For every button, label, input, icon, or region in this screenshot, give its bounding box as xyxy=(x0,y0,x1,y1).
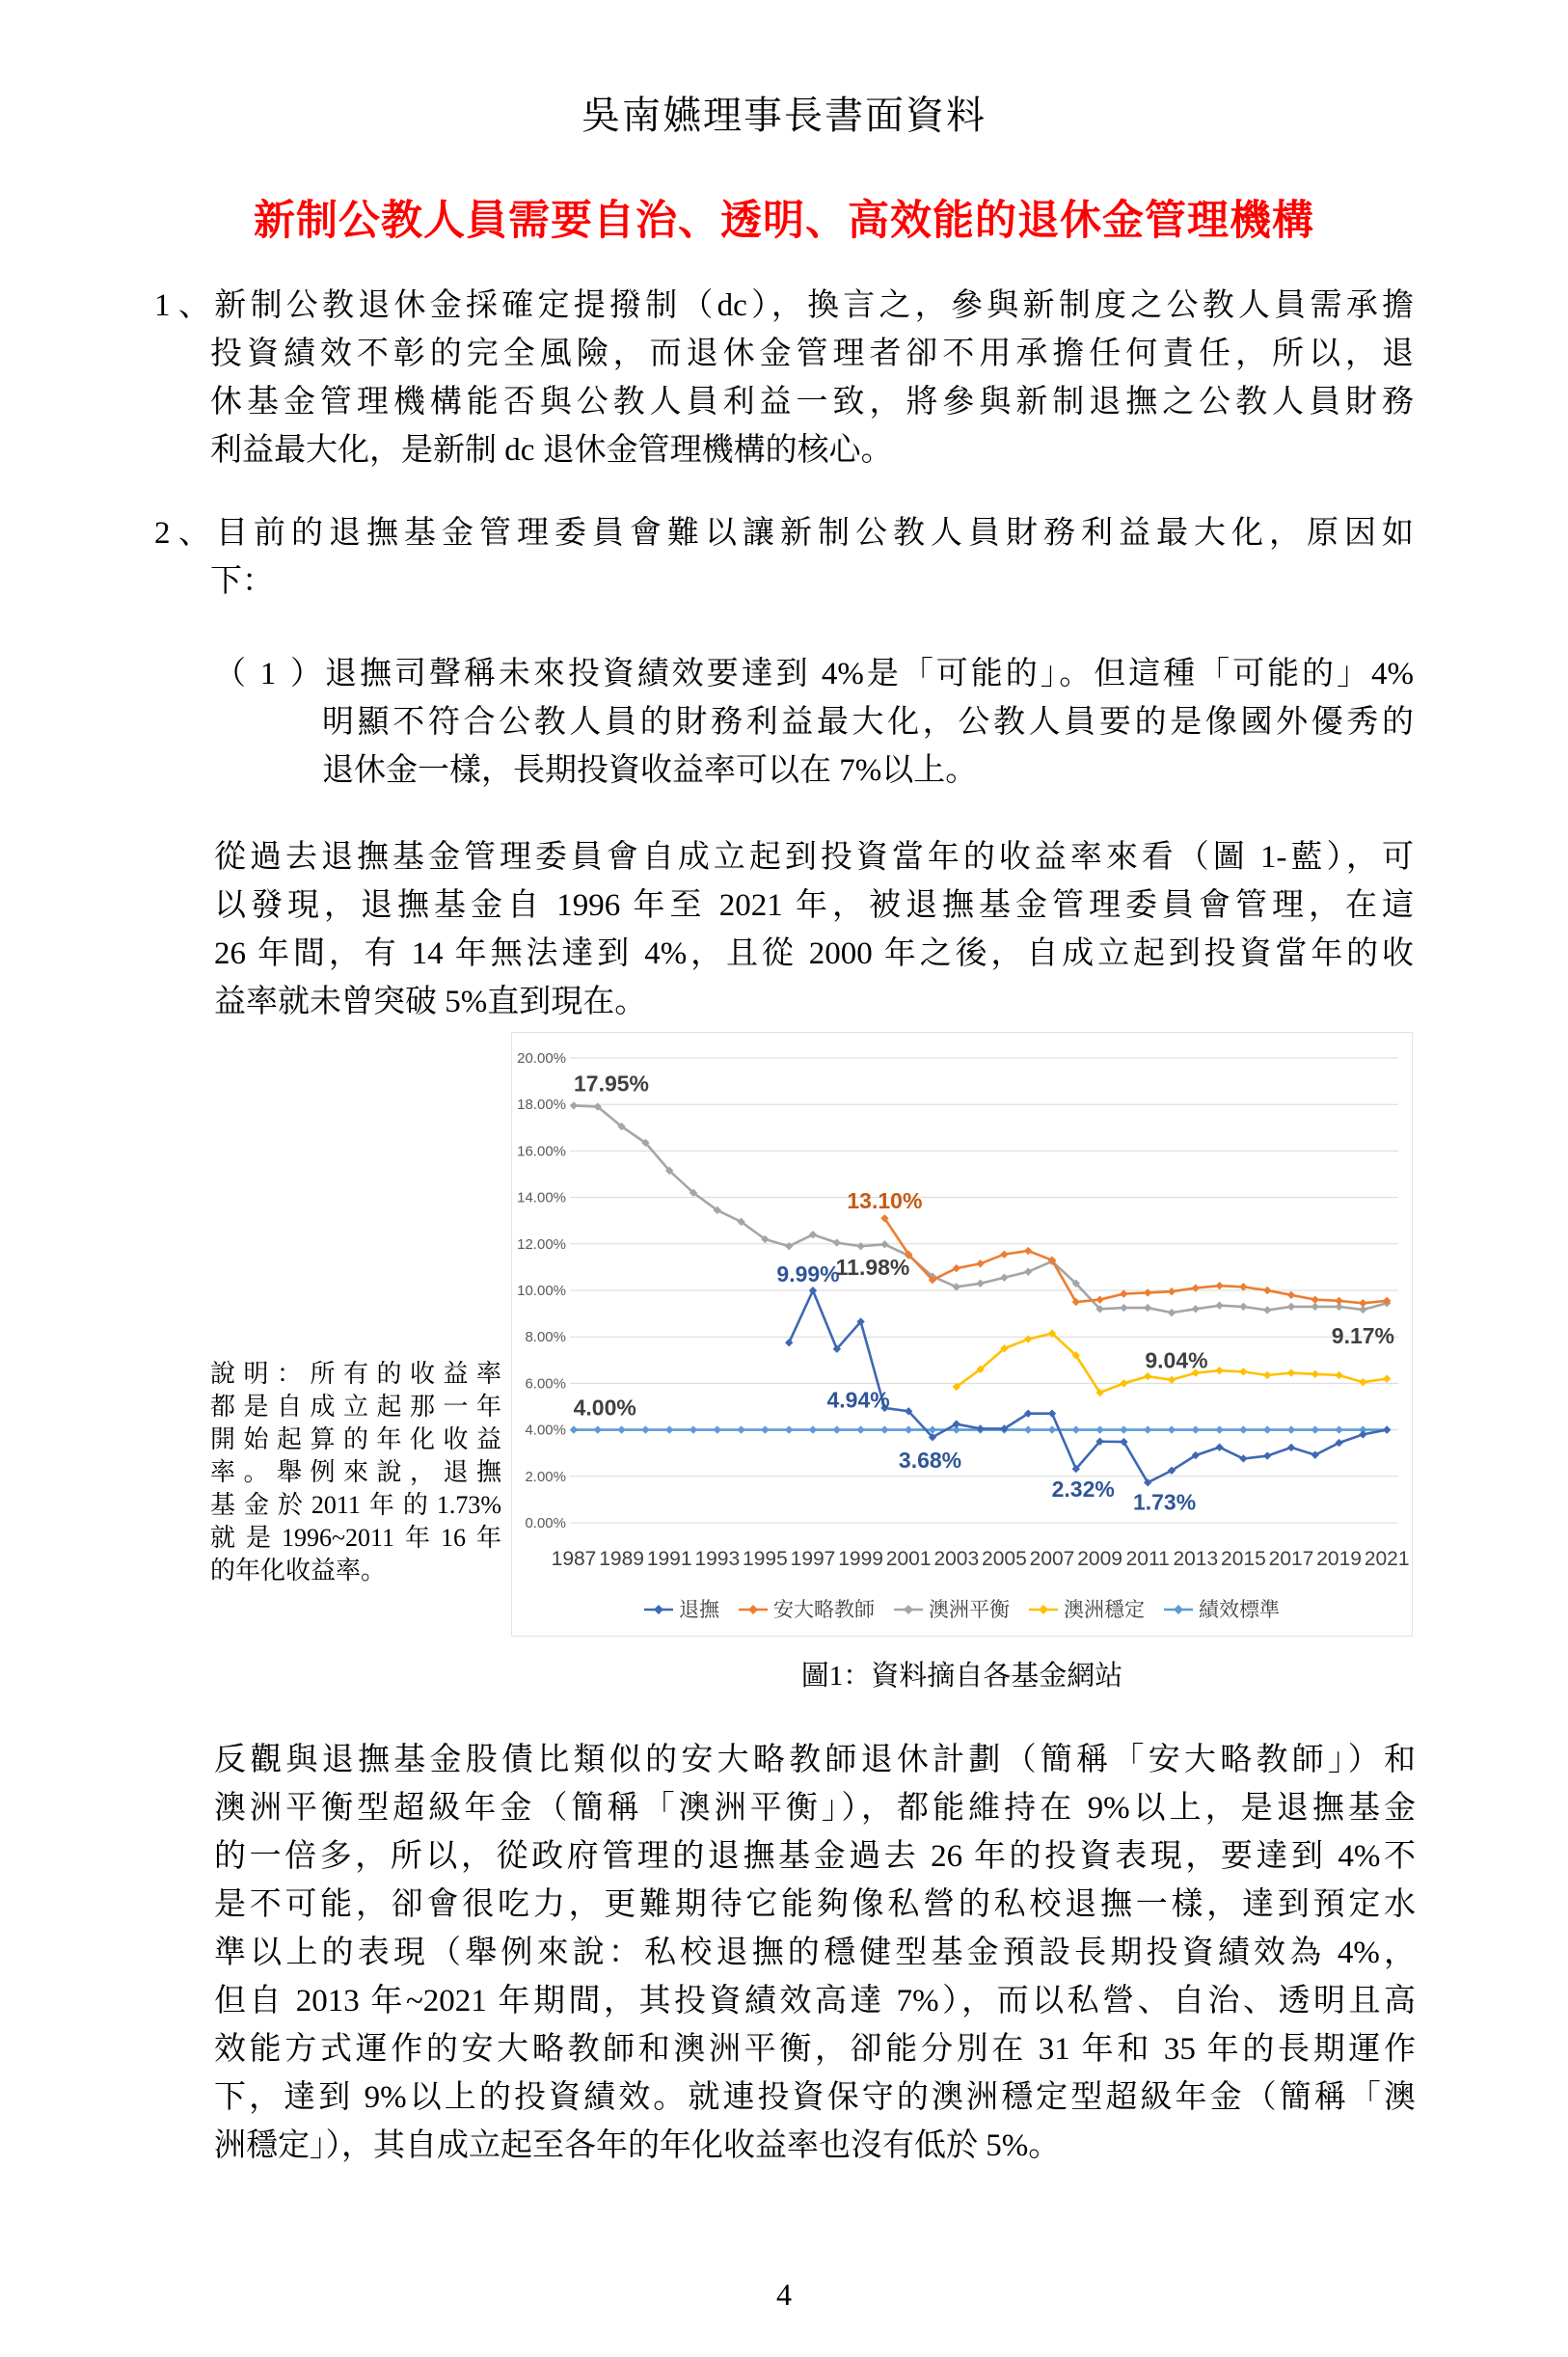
data-point-marker xyxy=(665,1425,673,1433)
page-number: 4 xyxy=(776,2277,792,2312)
paragraph-line: （1）退撫司聲稱未來投資績效要達到 4%是「可能的」。但這種「可能的」4% xyxy=(322,650,1414,698)
figure-note-line: 就是1996~2011年16年 xyxy=(210,1524,501,1552)
data-point-marker xyxy=(1311,1425,1319,1433)
paragraph-line: 休基金管理機構能否與公教人員利益一致，將參與新制退撫之公教人員財務 xyxy=(210,385,1414,420)
x-axis-tick-label: 2013 xyxy=(1173,1548,1219,1570)
x-axis-tick-label: 2021 xyxy=(1364,1548,1410,1570)
paragraph-line: 明顯不符合公教人員的財務利益最大化，公教人員要的是像國外優秀的 xyxy=(322,705,1414,740)
data-label: 4.94% xyxy=(826,1387,890,1413)
data-point-marker xyxy=(1239,1283,1247,1290)
x-axis-tick-label: 1989 xyxy=(599,1548,644,1570)
data-point-marker xyxy=(1215,1367,1223,1374)
data-point-marker xyxy=(1120,1379,1127,1387)
data-point-marker xyxy=(1048,1410,1056,1418)
data-point-marker xyxy=(1239,1303,1247,1311)
legend-marker-icon xyxy=(1174,1605,1183,1614)
data-point-marker xyxy=(1192,1425,1200,1433)
data-point-marker xyxy=(1024,1268,1032,1276)
data-point-marker xyxy=(1311,1303,1319,1311)
paragraph-line: 效能方式運作的安大略教師和澳洲平衡，卻能分別在 31 年和 35 年的長期運作 xyxy=(214,2032,1416,2067)
paragraph-line: 1、新制公教退休金採確定提撥制（dc），換言之，參與新制度之公教人員需承擔 xyxy=(210,282,1414,330)
data-point-marker xyxy=(1095,1295,1103,1303)
figure-caption: 圖1：資料摘自各基金網站 xyxy=(800,1661,1123,1692)
data-point-marker xyxy=(1024,1247,1032,1255)
x-axis-tick-label: 2017 xyxy=(1268,1548,1314,1570)
data-point-marker xyxy=(1239,1425,1247,1433)
data-point-marker xyxy=(880,1425,888,1433)
data-point-marker xyxy=(1383,1425,1391,1433)
data-point-marker xyxy=(689,1425,697,1433)
list-marker: 2、 xyxy=(154,516,210,551)
x-axis-tick-label: 1987 xyxy=(551,1548,597,1570)
data-point-marker xyxy=(856,1425,864,1433)
data-point-marker xyxy=(1168,1425,1176,1433)
legend-marker-icon xyxy=(904,1605,913,1614)
y-axis-tick-label: 14.00% xyxy=(517,1189,566,1206)
data-point-marker xyxy=(1095,1425,1103,1433)
data-point-marker xyxy=(1287,1368,1295,1376)
data-point-marker xyxy=(1311,1370,1319,1378)
paragraph-line: 益率就未曾突破 5%直到現在。 xyxy=(214,985,647,1019)
figure-note-line: 基金於2011年的1.73% xyxy=(210,1491,501,1519)
data-point-marker xyxy=(1192,1305,1200,1313)
data-point-marker xyxy=(714,1425,721,1433)
data-point-marker xyxy=(1263,1306,1271,1314)
y-axis-tick-label: 12.00% xyxy=(517,1235,566,1253)
data-point-marker xyxy=(1215,1282,1223,1289)
y-axis-tick-label: 10.00% xyxy=(517,1283,566,1299)
data-point-marker xyxy=(1359,1299,1366,1307)
x-axis-tick-label: 2005 xyxy=(982,1548,1027,1570)
legend-label: 績效標準 xyxy=(1199,1599,1280,1621)
data-label: 13.10% xyxy=(847,1188,923,1214)
data-point-marker xyxy=(1359,1378,1366,1386)
data-point-marker xyxy=(1144,1288,1151,1296)
data-point-marker xyxy=(1072,1425,1080,1433)
paragraph-line: 準以上的表現（舉例來說：私校退撫的穩健型基金預設長期投資績效為 4%， xyxy=(214,1936,1416,1970)
paragraph-line: 退休金一樣，長期投資收益率可以在 7%以上。 xyxy=(322,753,978,788)
data-point-marker xyxy=(1287,1291,1295,1299)
paragraph-line: 26 年間，有 14 年無法達到 4%，且從 2000 年之後，自成立起到投資當年的收 xyxy=(214,936,1414,971)
data-point-marker xyxy=(1335,1297,1342,1305)
data-point-marker xyxy=(1168,1309,1176,1316)
list-marker: 1、 xyxy=(154,288,210,323)
data-label: 9.17% xyxy=(1331,1322,1395,1348)
data-point-marker xyxy=(1335,1425,1342,1433)
data-point-marker xyxy=(1383,1374,1391,1382)
paragraph-line: 2、目前的退撫基金管理委員會難以讓新制公教人員財務利益最大化，原因如 xyxy=(210,509,1414,557)
figure-note-line: 率。舉例來說，退撫 xyxy=(210,1458,501,1486)
legend-marker-icon xyxy=(654,1605,663,1614)
data-point-marker xyxy=(1120,1289,1127,1297)
data-point-marker xyxy=(1144,1372,1151,1380)
data-point-marker xyxy=(976,1424,984,1432)
data-point-marker xyxy=(833,1425,841,1433)
figure-note xyxy=(210,1358,501,1587)
data-point-marker xyxy=(1024,1335,1032,1342)
paragraph-4 xyxy=(214,1736,1416,2170)
paragraph-line: 的一倍多，所以，從政府管理的退撫基金過去 26 年的投資表現，要達到 4%不 xyxy=(214,1839,1416,1874)
y-axis-tick-label: 4.00% xyxy=(525,1422,566,1439)
data-point-marker xyxy=(1144,1304,1151,1312)
data-label: 2.32% xyxy=(1051,1477,1115,1503)
data-point-marker xyxy=(1359,1430,1366,1438)
figure-note-line: 開始起算的年化收益 xyxy=(210,1425,501,1453)
x-axis-tick-label: 1995 xyxy=(743,1548,788,1570)
data-point-marker xyxy=(570,1425,578,1433)
data-point-marker xyxy=(761,1425,769,1433)
data-point-marker xyxy=(1168,1287,1176,1295)
data-point-marker xyxy=(809,1231,817,1238)
x-axis-tick-label: 1993 xyxy=(694,1548,741,1570)
data-point-marker xyxy=(1215,1425,1223,1433)
data-point-marker xyxy=(1120,1425,1127,1433)
paragraph-line: 反觀與退撫基金股債比類似的安大略教師退休計劃（簡稱「安大略教師」）和 xyxy=(214,1743,1416,1777)
data-point-marker xyxy=(976,1280,984,1287)
x-axis-tick-label: 1997 xyxy=(790,1548,836,1570)
y-axis-tick-label: 2.00% xyxy=(525,1468,566,1485)
paragraph-line: 下： xyxy=(210,564,274,599)
data-point-marker xyxy=(1287,1444,1295,1451)
figure-note-line: 說明：所有的收益率 xyxy=(210,1360,501,1388)
y-axis-tick-label: 0.00% xyxy=(525,1515,566,1531)
x-axis-tick-label: 2007 xyxy=(1029,1548,1075,1570)
data-label: 9.04% xyxy=(1145,1347,1208,1373)
data-label: 11.98% xyxy=(835,1254,910,1280)
paragraph-line: 但自 2013 年~2021 年期間，其投資績效高達 7%），而以私營、自治、透明且高 xyxy=(214,1984,1416,2018)
data-point-marker xyxy=(1311,1295,1319,1303)
paragraph-line: 以發現，退撫基金自 1996 年至 2021 年，被退撫基金管理委員會管理，在這 xyxy=(214,888,1414,923)
data-point-marker xyxy=(1168,1376,1176,1384)
x-axis-tick-label: 2015 xyxy=(1221,1548,1266,1570)
list-marker: （1） xyxy=(214,657,322,691)
data-point-marker xyxy=(785,1339,793,1346)
paragraph-line: 洲穩定」），其自成立起至各年的年化收益率也沒有低於 5%。 xyxy=(214,2128,1061,2163)
data-point-marker xyxy=(833,1238,841,1246)
data-label: 1.73% xyxy=(1132,1489,1197,1515)
paragraph-line: 下，達到 9%以上的投資績效。就連投資保守的澳洲穩定型超級年金（簡稱「澳 xyxy=(214,2080,1416,2115)
data-point-marker xyxy=(1000,1274,1008,1282)
figure-note-line: 都是自成立起那一年 xyxy=(210,1393,501,1421)
paragraph-line: 澳洲平衡型超級年金（簡稱「澳洲平衡」），都能維持在 9%以上，是退撫基金 xyxy=(214,1791,1416,1826)
data-point-marker xyxy=(594,1425,602,1433)
data-point-marker xyxy=(1048,1425,1056,1433)
x-axis-tick-label: 2001 xyxy=(885,1548,932,1570)
paragraph-1 xyxy=(154,282,1414,474)
page-header: 吳南嬿理事長書面資料 xyxy=(581,94,987,137)
data-point-marker xyxy=(1239,1368,1247,1375)
x-axis-tick-label: 1991 xyxy=(646,1548,692,1570)
figure-note-line: 的年化收益率。 xyxy=(210,1557,387,1585)
data-point-marker xyxy=(785,1242,793,1250)
y-axis-tick-label: 18.00% xyxy=(517,1097,566,1114)
data-label: 4.00% xyxy=(573,1395,636,1421)
data-point-marker xyxy=(1024,1425,1032,1433)
data-point-marker xyxy=(809,1425,817,1433)
data-point-marker xyxy=(1215,1443,1223,1450)
data-point-marker xyxy=(953,1264,960,1272)
paragraph-line: 從過去退撫基金管理委員會自成立起到投資當年的收益率來看（圖 1-藍），可 xyxy=(214,840,1414,875)
data-point-marker xyxy=(1000,1250,1008,1258)
data-point-marker xyxy=(880,1240,888,1248)
data-point-marker xyxy=(1215,1301,1223,1309)
paragraph-2 xyxy=(154,509,1414,606)
figure-block xyxy=(0,1032,1568,1637)
y-axis-tick-label: 20.00% xyxy=(517,1050,566,1067)
data-point-marker xyxy=(905,1425,912,1433)
data-point-marker xyxy=(1263,1451,1271,1459)
x-axis-tick-label: 2009 xyxy=(1077,1548,1122,1570)
data-point-marker xyxy=(809,1287,817,1294)
data-label: 9.99% xyxy=(776,1261,840,1287)
x-axis-tick-label: 2011 xyxy=(1125,1548,1170,1570)
paragraph-3 xyxy=(214,833,1414,1026)
data-point-marker xyxy=(1335,1371,1342,1379)
data-label: 17.95% xyxy=(574,1070,650,1097)
data-point-marker xyxy=(785,1425,793,1433)
data-point-marker xyxy=(1239,1454,1247,1462)
data-point-marker xyxy=(1287,1303,1295,1311)
data-point-marker xyxy=(976,1260,984,1267)
x-axis-tick-label: 2003 xyxy=(933,1548,980,1570)
data-point-marker xyxy=(953,1283,960,1290)
y-axis-tick-label: 16.00% xyxy=(517,1143,566,1160)
legend-label: 退撫 xyxy=(679,1599,719,1621)
legend-marker-icon xyxy=(1039,1605,1048,1614)
x-axis-tick-label: 1999 xyxy=(838,1548,883,1570)
paragraph-item-1 xyxy=(214,650,1414,795)
chart-svg xyxy=(512,1033,1412,1636)
data-point-marker xyxy=(1192,1284,1200,1291)
y-axis-tick-label: 6.00% xyxy=(525,1375,566,1393)
legend-label: 澳洲穩定 xyxy=(1064,1599,1145,1621)
data-label: 3.68% xyxy=(898,1447,962,1473)
x-axis-tick-label: 2019 xyxy=(1316,1548,1362,1570)
legend-label: 安大略教師 xyxy=(773,1599,875,1621)
y-axis-tick-label: 8.00% xyxy=(525,1329,566,1346)
data-point-marker xyxy=(617,1425,625,1433)
legend-marker-icon xyxy=(748,1605,758,1614)
paragraph-line: 投資績效不彰的完全風險，而退休金管理者卻不用承擔任何責任，所以，退 xyxy=(210,337,1414,371)
data-point-marker xyxy=(570,1101,578,1109)
chart-container xyxy=(511,1032,1413,1637)
data-point-marker xyxy=(856,1242,864,1250)
document-title: 新制公教人員需要自治、透明、高效能的退休金管理機構 xyxy=(254,199,1314,244)
data-point-marker xyxy=(1263,1287,1271,1294)
paragraph-line: 是不可能，卻會很吃力，更難期待它能夠像私營的私校退撫一樣，達到預定水 xyxy=(214,1887,1416,1922)
data-point-marker xyxy=(641,1425,649,1433)
data-point-marker xyxy=(737,1425,744,1433)
legend-label: 澳洲平衡 xyxy=(929,1599,1010,1621)
data-point-marker xyxy=(1144,1425,1151,1433)
paragraph-line: 利益最大化，是新制 dc 退休金管理機構的核心。 xyxy=(210,433,893,468)
data-point-marker xyxy=(1120,1304,1127,1312)
data-point-marker xyxy=(1263,1371,1271,1379)
data-point-marker xyxy=(1287,1425,1295,1433)
data-point-marker xyxy=(1263,1425,1271,1433)
